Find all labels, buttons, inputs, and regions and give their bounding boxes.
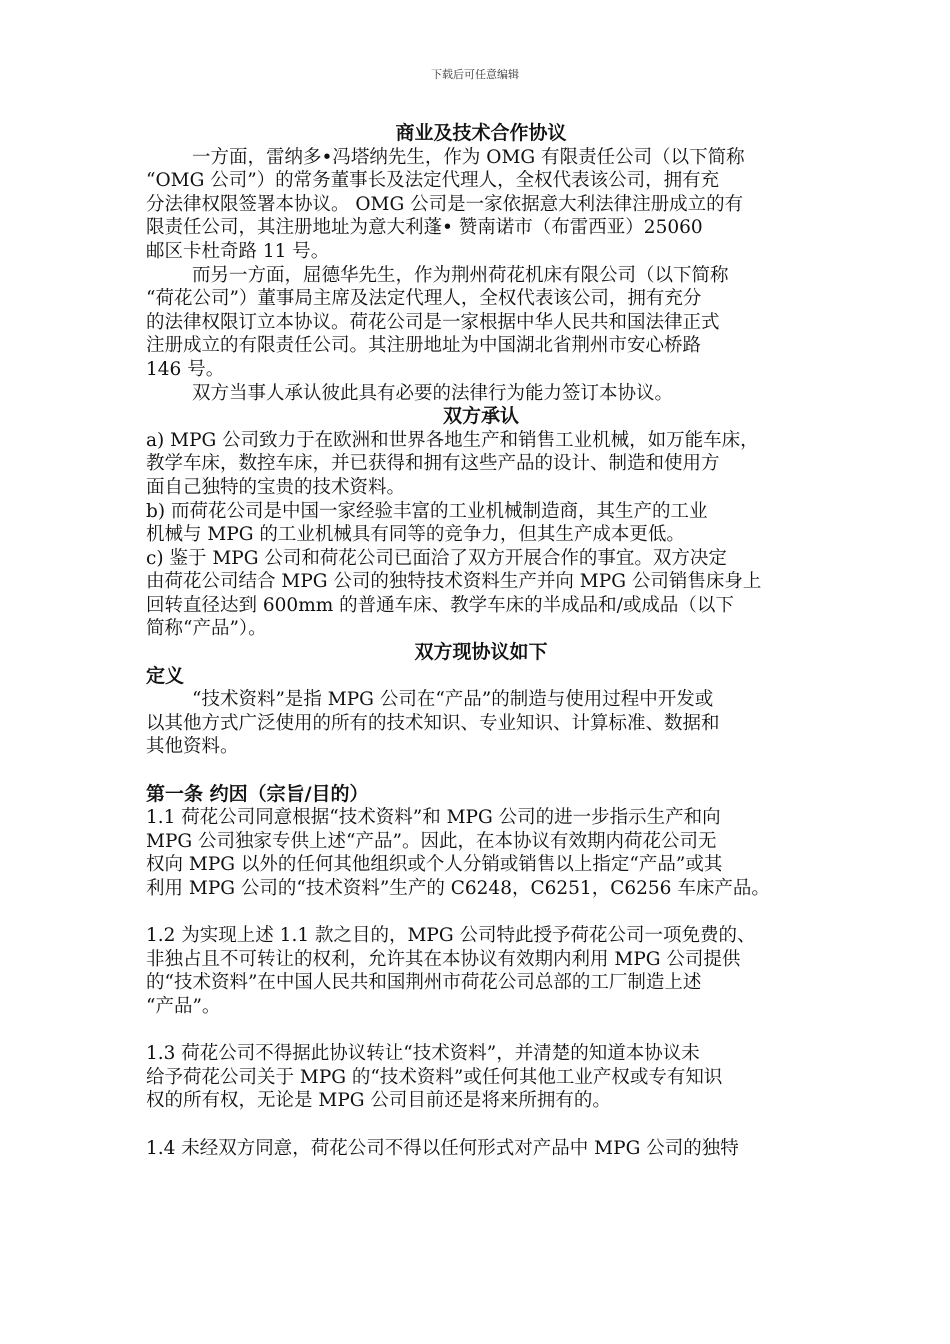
clause-line: 给予荷花公司关于 MPG 的“技术资料”或任何其他工业产权或专有知识 [146, 1066, 723, 1088]
document-title: 商业及技术合作协议 [395, 122, 567, 144]
clause-line: 权的所有权，无论是 MPG 公司目前还是将来所拥有的。 [146, 1090, 611, 1112]
definition-line: “技术资料”是指 MPG 公司在“产品”的制造与使用过程中开发或 [192, 689, 714, 711]
recital-line: 机械与 MPG 的工业机械具有同等的竞争力，但其生产成本更低。 [146, 524, 685, 546]
clause-line: 1.1 荷花公司同意根据“技术资料”和 MPG 公司的进一步指示生产和向 [146, 807, 721, 829]
preamble-line: 一方面，雷纳多•冯塔纳先生，作为 OMG 有限责任公司（以下简称 [192, 146, 745, 168]
clause-line: “产品”。 [146, 995, 221, 1017]
preamble-line: 注册成立的有限责任公司。其注册地址为中国湖北省荆州市安心桥路 [146, 335, 702, 357]
clause-line: 1.3 荷花公司不得据此协议转让“技术资料”，并清楚的知道本协议未 [146, 1043, 700, 1065]
definition-heading: 定义 [146, 664, 185, 687]
recital-line: c) 鉴于 MPG 公司和荷花公司已面洽了双方开展合作的事宜。双方决定 [146, 547, 727, 569]
recital-line: 回转直径达到 600mm 的普通车床、教学车床的半成品和/或成品（以下 [146, 594, 734, 616]
preamble-line: 限责任公司，其注册地址为意大利蓬• 赞南诺市（布雷西亚）25060 [146, 217, 703, 239]
preamble-line: 146 号。 [146, 358, 225, 380]
recital-line: 简称“产品”）。 [146, 618, 267, 640]
recital-line: b) 而荷花公司是中国一家经验丰富的工业机械制造商，其生产的工业 [146, 500, 708, 522]
page-header-note: 下载后可任意编辑 [431, 68, 519, 81]
preamble-line: 而另一方面，屈德华先生，作为荆州荷花机床有限公司（以下简称 [192, 264, 729, 286]
preamble-line: “荷花公司”）董事局主席及法定代理人，全权代表该公司，拥有充分 [146, 288, 702, 310]
preamble-line: 邮区卡杜奇路 11 号。 [146, 240, 330, 262]
clause-line: 非独占且不可转让的权利，允许其在本协议有效期内利用 MPG 公司提供 [146, 948, 741, 970]
clause-line: 的“技术资料”在中国人民共和国荆州市荷花公司总部的工厂制造上述 [146, 972, 702, 994]
recital-line: 面自己独特的宝贵的技术资料。 [146, 476, 406, 498]
spacer [146, 1113, 816, 1137]
section-heading: 双方现协议如下 [414, 641, 548, 664]
article-heading: 第一条 约因（宗旨/目的） [146, 782, 369, 805]
preamble-line: 双方当事人承认彼此具有必要的法律行为能力签订本协议。 [192, 382, 674, 404]
clause-line: MPG 公司独家专供上述“产品”。因此，在本协议有效期内荷花公司无 [146, 830, 717, 852]
spacer [146, 901, 816, 925]
preamble-line: 的法律权限订立本协议。荷花公司是一家根据中华人民共和国法律正式 [146, 311, 720, 333]
spacer [146, 759, 816, 783]
preamble-line: 分法律权限签署本协议。 OMG 公司是一家依据意大利法律注册成立的有 [146, 193, 744, 215]
definition-line: 其他资料。 [146, 736, 239, 758]
section-heading: 双方承认 [442, 405, 519, 428]
definition-line: 以其他方式广泛使用的所有的技术知识、专业知识、计算标准、数据和 [146, 712, 720, 734]
recital-line: 由荷花公司结合 MPG 公司的独特技术资料生产并向 MPG 公司销售床身上 [146, 571, 762, 593]
clause-line: 1.4 未经双方同意，荷花公司不得以任何形式对产品中 MPG 公司的独特 [146, 1137, 739, 1159]
spacer [146, 1019, 816, 1043]
preamble-line: “OMG 公司”）的常务董事长及法定代理人，全权代表该公司，拥有充 [146, 170, 720, 192]
clause-line: 利用 MPG 公司的“技术资料”生产的 C6248，C6251，C6256 车床产品。 [146, 878, 770, 899]
recital-line: 教学车床，数控车床，并已获得和拥有这些产品的设计、制造和使用方 [146, 453, 720, 475]
clause-line: 1.2 为实现上述 1.1 款之目的，MPG 公司特此授予荷花公司一项免费的、 [146, 925, 756, 947]
document-body [146, 122, 816, 1160]
clause-line: 权向 MPG 以外的任何其他组织或个人分销或销售以上指定“产品”或其 [146, 854, 723, 876]
recital-line: a) MPG 公司致力于在欧洲和世界各地生产和销售工业机械，如万能车床， [146, 429, 759, 451]
